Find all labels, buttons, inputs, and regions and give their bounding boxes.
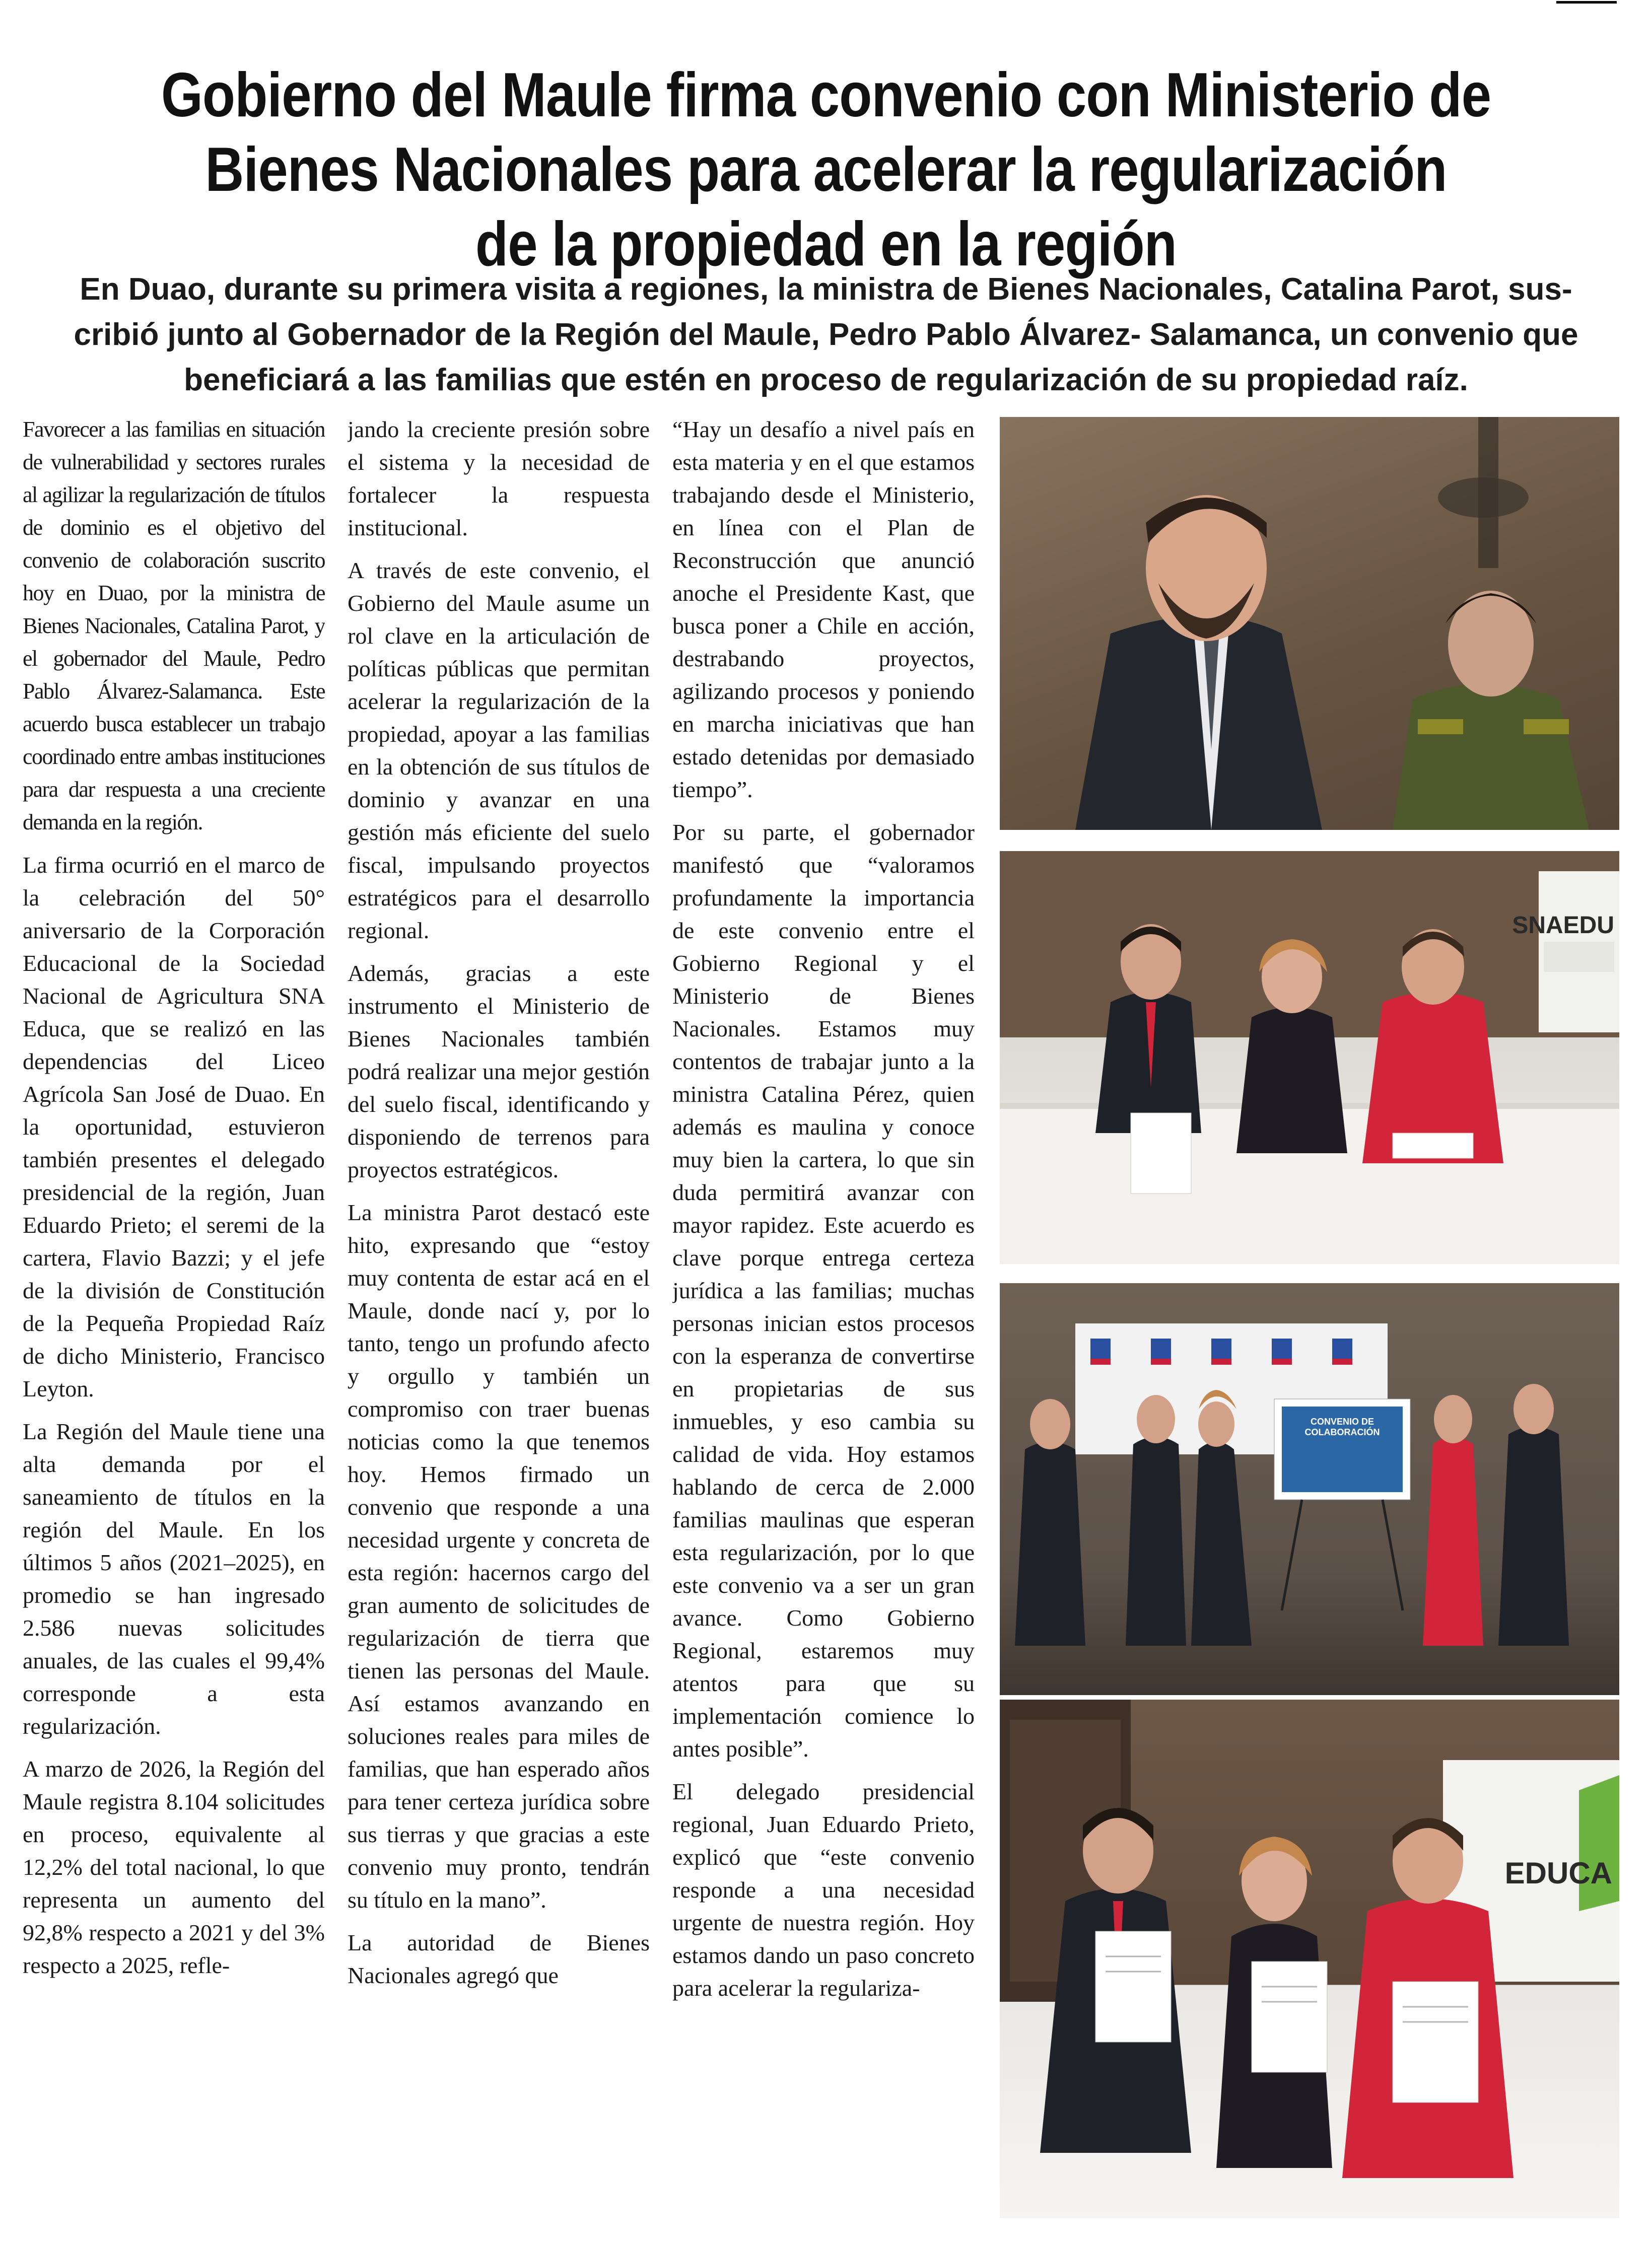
photo-signing-table [1000,851,1619,1264]
body-paragraph: El delegado presidencial regional, Juan Eduardo Prieto, explicó que “este convenio responde a una necesidad urgente de nuestra región. Hoy estamos dando un paso concreto para acelerar la regulariza- [672,1779,975,2001]
body-paragraph: A marzo de 2026, la Región del Maule registra 8.104 solicitudes en proceso, equivalente al 12,2% del total nacional, lo que representa un aumento del 92,8% respecto a 2021 y del 3% respecto a 2025, refle- [23,1756,325,1978]
lead-line: cribió junto al Gobernador de la Región del Maule, Pedro Pablo Álvarez- Salamanca, un convenio que [74,317,1578,352]
body-paragraph: La ministra Parot destacó este hito, expresando que “estoy muy contenta de estar acá en el Maule, donde nací y, por lo tanto, tengo un profundo afecto y orgullo y también un compromiso con traer buenas noticias como la que tenemos hoy. Hemos firmado un convenio que responde a una necesidad urgente y concreta de esta región: hacernos cargo del gran aumento de solicitudes de regularización de tierra que tienen las personas del Maule. Así estamos avanzando en soluciones reales para miles de familias, que han esperado años para tener certeza jurídica sobre sus tierras y que gracias a este convenio muy pronto, tendrán su título en la mano”. [348,1200,650,1913]
headline [150,58,1501,282]
photo-banner-text: SNAEDU [1512,912,1614,939]
headline-line: de la propiedad en la región [475,209,1177,279]
body-paragraph: “Hay un desafío a nivel país en esta materia y en el que estamos trabajando desde el Ministerio, en línea con el Plan de Reconstrucción que anunció anoche el Presidente Kast, que busca poner a Chile en acción, destrabando proyectos, agilizando procesos y poniendo en marcha iniciativas que han estado detenidas por demasiado tiempo”. [672,416,975,802]
body-paragraph: La firma ocurrió en el marco de la celebración del 50° aniversario de la Corporación Educacional de la Sociedad Nacional de Agricultura SNA Educa, que se realizó en las dependencias del Liceo Agrícola San José de Duao. En la oportunidad, estuvieron también presentes el delegado presidencial de la región, Juan Eduardo Prieto; el seremi de la cartera, Flavio Bazzi; y el jefe de la división de Constitución de la Pequeña Propiedad Raíz de dicho Ministerio, Francisco Leyton. [23,852,325,1401]
body-paragraph: Favorecer a las familias en situación de vulnerabilidad y sectores rurales al agilizar la regularización de títulos de dominio es el objetivo del convenio de colaboración suscrito hoy en Duao, por la ministra de Bienes Nacionales, Catalina Parot, y el gobernador del Maule, Pedro Pablo Álvarez-Salamanca. Este acuerdo busca establecer un trabajo coordinado entre ambas instituciones para dar respuesta a una creciente demanda en la región. [23,417,325,834]
photo-officials-conversation [1000,417,1619,830]
headline-line: Bienes Nacionales para acelerar la regularización [205,135,1447,205]
body-paragraph: Por su parte, el gobernador manifestó que “valoramos profundamente la importancia de este convenio entre el Gobierno Regional y el Ministerio de Bienes Nacionales. Estamos muy contentos de trabajar junto a la ministra Catalina Pérez, quien además es maulina y conoce muy bien la cartera, lo que sin duda permitirá avanzar con mayor rapidez. Este acuerdo es clave porque entrega certeza jurídica a las familias; muchas personas inician estos procesos con la esperanza de convertirse en propietarias de sus inmuebles, y eso cambia su calidad de vida. Hoy estamos hablando de cerca de 2.000 familias maulinas que esperan esta regularización, por lo que este convenio va a ser un gran avance. Como Gobierno Regional, estaremos muy atentos para que su implementación comience lo antes posible”. [672,819,975,1762]
body-paragraph: La autoridad de Bienes Nacionales agregó que [348,1930,650,1988]
body-paragraph: Además, gracias a este instrumento el Ministerio de Bienes Nacionales también podrá realizar una mejor gestión del suelo fiscal, identificando y disponiendo de terrenos para proyectos estratégicos. [348,960,650,1182]
photo-banner-text: EDUCA [1504,1856,1612,1890]
photo-group-illustration [1000,1283,1619,1695]
photo-caption-fragment [1000,832,1619,847]
photo-group-with-board [1000,1283,1619,1695]
headline-line: Gobierno del Maule firma convenio con Ministerio de [161,60,1491,130]
lead-line: beneficiará a las familias que estén en proceso de regularización de su propiedad raíz. [184,363,1468,397]
body-paragraph: jando la creciente presión sobre el sistema y la necesidad de fortalecer la respuesta institucional. [348,416,650,540]
top-rule-bar [0,0,1652,5]
body-column-1 [23,413,325,2231]
body-paragraph: La Región del Maule tiene una alta demanda por el saneamiento de títulos en la región del Maule. En los últimos 5 años (2021–2025), en promedio se han ingresado 2.586 nuevas solicitudes anuales, de las cuales el 99,4% corresponde a esta regularización. [23,1419,325,1739]
photo-signed-documents [1000,1700,1619,2218]
lead-line: En Duao, durante su primera visita a regiones, la ministra de Bienes Nacionales, Catalina Parot, sus- [80,272,1572,307]
photo-officials-illustration [1000,417,1619,830]
body-paragraph: A través de este convenio, el Gobierno del Maule asume un rol clave en la articulación de políticas públicas que permitan acelerar la regularización de la propiedad, apoyar a las familias en la obtención de sus títulos de dominio y avanzar en una gestión más eficiente del suelo fiscal, impulsando proyectos estratégicos para el desarrollo regional. [348,557,650,943]
photo-documents-illustration [1000,1700,1619,2218]
convenio-board-text: CONVENIO DE COLABORACIÓN [1304,1417,1380,1437]
body-column-2 [348,413,650,2231]
lead-paragraph [30,267,1622,403]
body-column-3 [672,413,975,2231]
